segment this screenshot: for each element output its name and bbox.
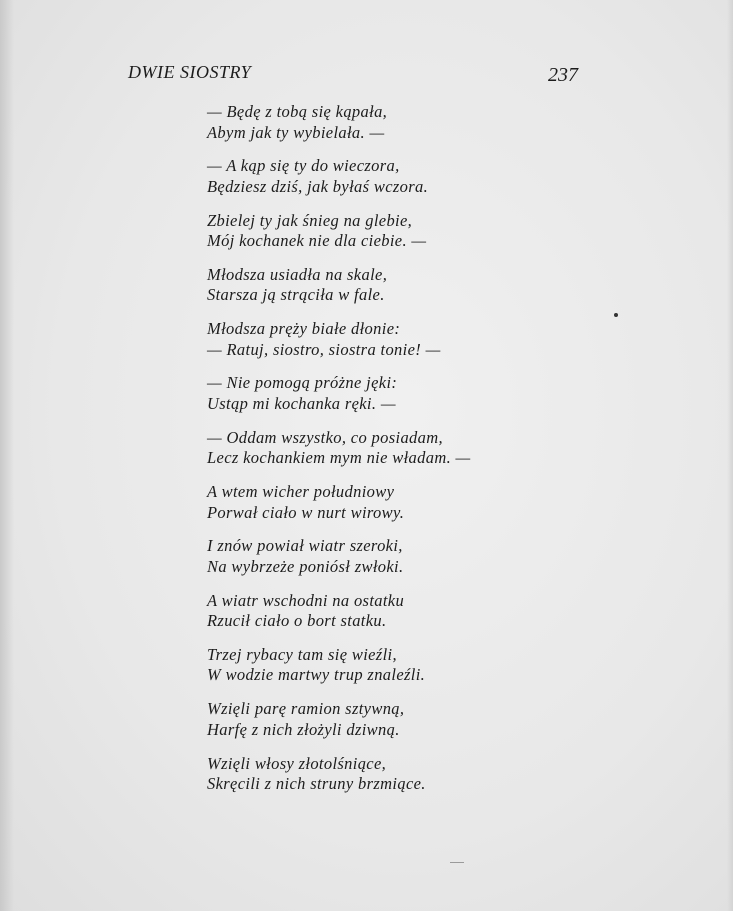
poem-line: Abym jak ty wybielała. — — [207, 122, 385, 142]
poem-line: Na wybrzeże poniósł zwłoki. — [207, 556, 404, 576]
poem-line: Rzucił ciało o bort statku. — [207, 611, 387, 631]
poem-line: — Nie pomogą próżne jęki: — [207, 373, 398, 393]
page-number: 237 — [548, 64, 578, 86]
poem-line: A wiatr wschodni na ostatku — [207, 590, 405, 610]
stanza — [207, 645, 567, 686]
ink-speck — [614, 313, 618, 317]
poem-line: Młodsza usiadła na skale, — [207, 264, 388, 284]
page-gutter-shadow — [0, 0, 14, 911]
poem-line: Wzięli parę ramion sztywną, — [207, 699, 405, 719]
margin-mark — [450, 862, 464, 863]
poem-line: Ustąp mi kochanka ręki. — — [207, 393, 396, 413]
stanza — [207, 102, 567, 143]
poem-line: Zbielej ty jak śnieg na glebie, — [207, 210, 413, 230]
stanza — [207, 482, 567, 523]
stanza — [207, 754, 567, 795]
poem-line: — Będę z tobą się kąpała, — [207, 102, 388, 121]
stanza — [207, 319, 567, 360]
poem-line: Trzej rybacy tam się wieźli, — [207, 644, 397, 664]
poem-line: Porwał ciało w nurt wirowy. — [207, 502, 405, 522]
stanza — [207, 591, 567, 632]
stanza — [207, 265, 567, 306]
poem-line: Będziesz dziś, jak byłaś wczora. — [207, 176, 429, 196]
poem-line: — Oddam wszystko, co posiadam, — [207, 427, 443, 447]
poem-line: I znów powiał wiatr szeroki, — [207, 536, 403, 556]
poem-line: Lecz kochankiem mym nie władam. — — [207, 448, 471, 468]
poem-line: Skręcili z nich struny brzmiące. — [207, 774, 426, 794]
poem-line: Wzięli włosy złotolśniące, — [207, 753, 387, 773]
running-head-title: DWIE SIOSTRY — [128, 62, 252, 82]
stanza — [207, 373, 567, 414]
stanza — [207, 156, 567, 197]
poem-line: A wtem wicher południowy — [207, 482, 395, 502]
stanza — [207, 428, 567, 469]
stanza — [207, 699, 567, 740]
page-edge-shadow — [727, 0, 733, 911]
poem-body — [207, 102, 567, 808]
poem-line: — A kąp się ty do wieczora, — [207, 156, 400, 176]
poem-line: Młodsza pręży białe dłonie: — [207, 319, 401, 339]
poem-line: Starsza ją strąciła w fale. — [207, 285, 385, 305]
stanza — [207, 211, 567, 252]
poem-line: — Ratuj, siostro, siostra tonie! — — [207, 339, 441, 359]
poem-line: Mój kochanek nie dla ciebie. — — [207, 231, 427, 251]
poem-line: Harfę z nich złożyli dziwną. — [207, 719, 400, 739]
poem-line: W wodzie martwy trup znaleźli. — [207, 665, 426, 685]
stanza — [207, 536, 567, 577]
